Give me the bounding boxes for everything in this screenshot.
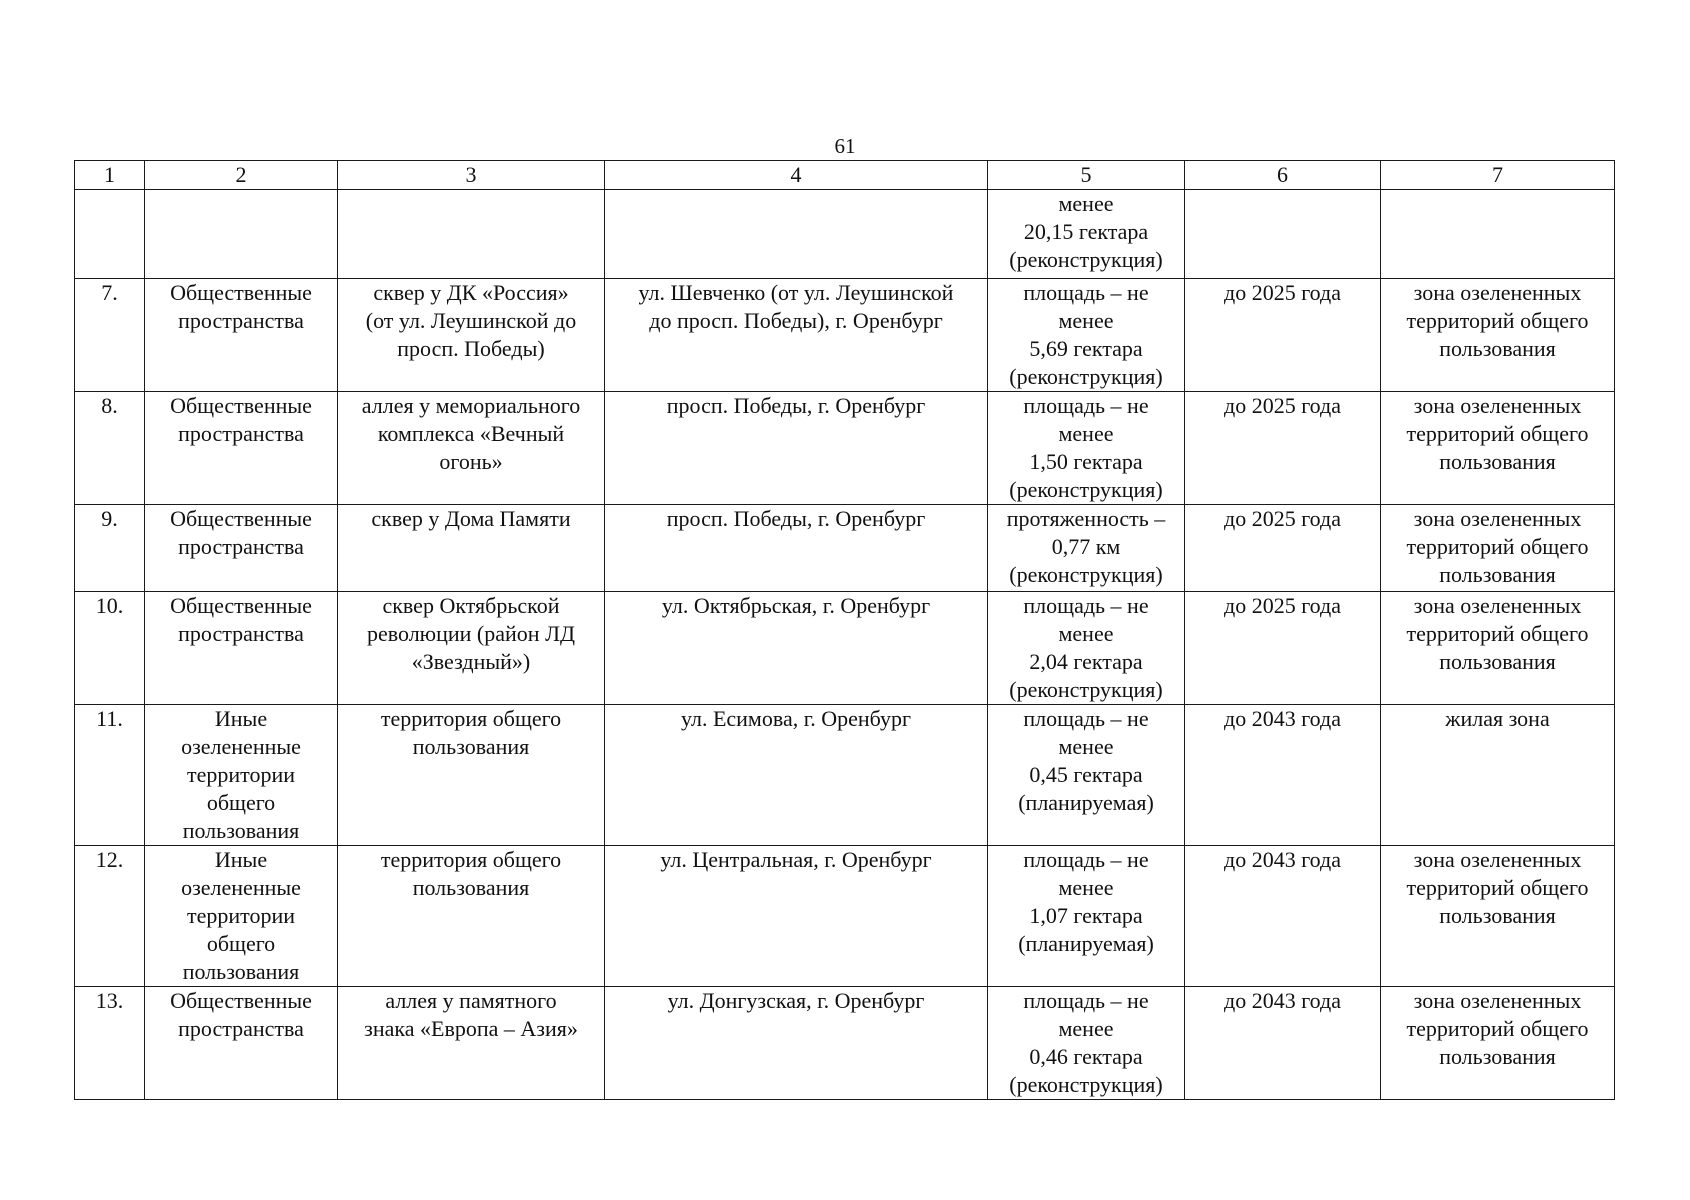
- object-type-cell-line: Общественные: [170, 988, 312, 1013]
- zone-cell-line: территорий общего: [1406, 1016, 1589, 1041]
- object-type-cell-line: общего: [206, 790, 276, 815]
- location-cell: [605, 705, 988, 846]
- object-name-cell-line: просп. Победы): [397, 336, 545, 361]
- size-cell-line: (планируемая): [1018, 931, 1154, 956]
- column-number-cell: 3: [338, 161, 605, 190]
- object-name-cell: [338, 705, 605, 846]
- object-type-cell: [145, 190, 338, 279]
- zone-cell: [1381, 505, 1615, 592]
- page-number: 61: [834, 134, 856, 158]
- deadline-cell: [1185, 592, 1381, 705]
- table-row: [75, 392, 1615, 505]
- size-cell-line: площадь – не: [1023, 280, 1149, 305]
- object-type-cell-line: пространства: [178, 1016, 304, 1041]
- deadline-cell: [1185, 190, 1381, 279]
- deadline-cell-text: до 2025 года: [1224, 593, 1341, 618]
- size-cell: [988, 190, 1185, 279]
- zone-cell-line: пользования: [1439, 562, 1556, 587]
- size-cell-line: 1,50 гектара: [1029, 449, 1143, 474]
- location-cell-line: ул. Октябрьская, г. Оренбург: [661, 593, 931, 618]
- row-number-cell-text: 11.: [96, 706, 123, 731]
- deadline-cell: [1185, 705, 1381, 846]
- size-cell-line: (реконструкция): [1009, 1072, 1163, 1097]
- row-number-cell: [75, 705, 145, 846]
- object-type-cell-line: пользования: [182, 959, 300, 984]
- size-cell-line: менее: [1058, 421, 1114, 446]
- size-cell-line: 0,45 гектара: [1029, 762, 1143, 787]
- deadline-cell-text: до 2025 года: [1224, 393, 1341, 418]
- object-name-cell-line: пользования: [412, 734, 530, 759]
- zone-cell-line: зона озелененных: [1413, 847, 1582, 872]
- column-number-cell: 6: [1185, 161, 1381, 190]
- object-name-cell-line: (от ул. Леушинской до: [365, 308, 577, 333]
- object-name-cell: [338, 592, 605, 705]
- table-row: [75, 279, 1615, 392]
- zone-cell-line: зона озелененных: [1413, 393, 1582, 418]
- object-type-cell-line: Иные: [214, 847, 268, 872]
- column-number-cell: 7: [1381, 161, 1615, 190]
- size-cell: [988, 505, 1185, 592]
- location-cell-line: до просп. Победы), г. Оренбург: [649, 308, 943, 333]
- location-cell-line: ул. Есимова, г. Оренбург: [680, 706, 912, 731]
- object-name-cell-line: сквер Октябрьской: [382, 593, 560, 618]
- size-cell-line: менее: [1058, 1016, 1114, 1041]
- location-cell-line: ул. Центральная, г. Оренбург: [660, 847, 932, 872]
- object-type-cell: [145, 705, 338, 846]
- object-type-cell-line: Общественные: [170, 593, 312, 618]
- size-cell-line: менее: [1058, 734, 1114, 759]
- table-row: [75, 987, 1615, 1100]
- column-number-row: [75, 161, 1615, 190]
- size-cell: [988, 987, 1185, 1100]
- object-name-cell: [338, 846, 605, 987]
- location-cell: [605, 279, 988, 392]
- zone-cell-line: зона озелененных: [1413, 593, 1582, 618]
- objects-table: [74, 160, 1615, 1100]
- object-name-cell-line: сквер у Дома Памяти: [371, 506, 571, 531]
- location-cell: [605, 592, 988, 705]
- object-type-cell-line: пользования: [182, 818, 300, 843]
- size-cell-line: протяженность –: [1006, 506, 1166, 531]
- zone-cell-line: пользования: [1439, 449, 1556, 474]
- object-type-cell: [145, 846, 338, 987]
- object-name-cell-line: аллея у мемориального: [361, 393, 581, 418]
- size-cell-line: 0,77 км: [1051, 534, 1121, 559]
- object-name-cell-line: аллея у памятного: [385, 988, 557, 1013]
- deadline-cell-text: до 2043 года: [1224, 847, 1341, 872]
- size-cell-line: 5,69 гектара: [1029, 336, 1143, 361]
- size-cell: [988, 392, 1185, 505]
- object-type-cell-line: пространства: [178, 534, 304, 559]
- row-number-cell: [75, 592, 145, 705]
- object-type-cell-line: пространства: [178, 421, 304, 446]
- location-cell: [605, 846, 988, 987]
- zone-cell: [1381, 190, 1615, 279]
- column-number-cell: 1: [75, 161, 145, 190]
- size-cell-line: 0,46 гектара: [1029, 1044, 1143, 1069]
- size-cell-line: (реконструкция): [1009, 247, 1163, 272]
- object-type-cell: [145, 505, 338, 592]
- deadline-cell: [1185, 392, 1381, 505]
- deadline-cell: [1185, 505, 1381, 592]
- size-cell-line: (реконструкция): [1009, 364, 1163, 389]
- object-type-cell-line: территории: [186, 762, 296, 787]
- object-name-cell-line: территория общего: [380, 706, 562, 731]
- zone-cell-line: зона озелененных: [1413, 280, 1582, 305]
- size-cell-line: менее: [1058, 875, 1114, 900]
- zone-cell-line: пользования: [1439, 1044, 1556, 1069]
- size-cell-line: площадь – не: [1023, 393, 1149, 418]
- zone-cell-line: пользования: [1439, 903, 1556, 928]
- size-cell-line: менее: [1058, 191, 1114, 216]
- row-number-cell-text: 13.: [95, 988, 124, 1013]
- size-cell-line: 2,04 гектара: [1029, 649, 1143, 674]
- zone-cell-line: территорий общего: [1406, 534, 1589, 559]
- table-row: [75, 705, 1615, 846]
- deadline-cell: [1185, 987, 1381, 1100]
- object-type-cell: [145, 392, 338, 505]
- zone-cell: [1381, 987, 1615, 1100]
- column-number-cell: 5: [988, 161, 1185, 190]
- size-cell-line: (реконструкция): [1009, 677, 1163, 702]
- table-row: [75, 190, 1615, 279]
- table-row: [75, 592, 1615, 705]
- deadline-cell-text: до 2025 года: [1224, 506, 1341, 531]
- zone-cell-line: жилая зона: [1445, 706, 1550, 731]
- size-cell: [988, 279, 1185, 392]
- zone-cell-line: зона озелененных: [1413, 988, 1582, 1013]
- object-name-cell-line: революции (район ЛД: [366, 621, 575, 646]
- object-name-cell-line: «Звездный»): [411, 649, 531, 674]
- zone-cell: [1381, 846, 1615, 987]
- object-type-cell-line: Общественные: [170, 393, 312, 418]
- object-type-cell-line: территории: [186, 903, 296, 928]
- size-cell-line: менее: [1058, 308, 1114, 333]
- object-type-cell-line: Иные: [214, 706, 268, 731]
- object-type-cell: [145, 592, 338, 705]
- size-cell: [988, 592, 1185, 705]
- row-number-cell: [75, 505, 145, 592]
- object-type-cell-line: Общественные: [170, 506, 312, 531]
- row-number-cell-text: 10.: [95, 593, 124, 618]
- location-cell-line: просп. Победы, г. Оренбург: [666, 393, 926, 418]
- object-name-cell-line: пользования: [412, 875, 530, 900]
- object-name-cell-line: комплекса «Вечный: [377, 421, 565, 446]
- location-cell-line: ул. Шевченко (от ул. Леушинской: [638, 280, 954, 305]
- location-cell: [605, 505, 988, 592]
- size-cell-line: площадь – не: [1023, 706, 1149, 731]
- size-cell-line: 20,15 гектара: [1023, 219, 1149, 244]
- object-name-cell-line: сквер у ДК «Россия»: [373, 280, 569, 305]
- table-row: [75, 846, 1615, 987]
- location-cell: [605, 392, 988, 505]
- location-cell-line: ул. Донгузская, г. Оренбург: [667, 988, 925, 1013]
- row-number-cell: [75, 846, 145, 987]
- zone-cell-line: пользования: [1439, 336, 1556, 361]
- object-type-cell-line: пространства: [178, 621, 304, 646]
- row-number-cell-text: 9.: [101, 506, 118, 531]
- zone-cell: [1381, 279, 1615, 392]
- zone-cell-line: территорий общего: [1406, 308, 1589, 333]
- object-type-cell-line: Общественные: [170, 280, 312, 305]
- object-name-cell: [338, 987, 605, 1100]
- deadline-cell: [1185, 279, 1381, 392]
- size-cell-line: площадь – не: [1023, 593, 1149, 618]
- row-number-cell: [75, 279, 145, 392]
- zone-cell-line: пользования: [1439, 649, 1556, 674]
- object-name-cell: [338, 279, 605, 392]
- row-number-cell-text: 8.: [101, 393, 118, 418]
- location-cell: [605, 190, 988, 279]
- row-number-cell: [75, 987, 145, 1100]
- deadline-cell-text: до 2043 года: [1224, 706, 1341, 731]
- object-type-cell-line: пространства: [178, 308, 304, 333]
- size-cell-line: менее: [1058, 621, 1114, 646]
- object-type-cell-line: озелененные: [181, 875, 301, 900]
- size-cell-line: (планируемая): [1018, 790, 1154, 815]
- row-number-cell-text: 12.: [95, 847, 124, 872]
- zone-cell: [1381, 705, 1615, 846]
- row-number-cell: [75, 392, 145, 505]
- object-name-cell: [338, 505, 605, 592]
- size-cell-line: 1,07 гектара: [1029, 903, 1143, 928]
- object-name-cell-line: знака «Европа – Азия»: [364, 1016, 578, 1041]
- zone-cell-line: территорий общего: [1406, 875, 1589, 900]
- deadline-cell-text: до 2025 года: [1224, 280, 1341, 305]
- column-number-cell: 2: [145, 161, 338, 190]
- size-cell-line: (реконструкция): [1009, 477, 1163, 502]
- size-cell-line: (реконструкция): [1009, 562, 1163, 587]
- size-cell-line: площадь – не: [1023, 988, 1149, 1013]
- object-type-cell-line: озелененные: [181, 734, 301, 759]
- location-cell: [605, 987, 988, 1100]
- column-number-cell: 4: [605, 161, 988, 190]
- object-name-cell: [338, 392, 605, 505]
- zone-cell-line: зона озелененных: [1413, 506, 1582, 531]
- table-row: [75, 505, 1615, 592]
- zone-cell: [1381, 592, 1615, 705]
- zone-cell-line: территорий общего: [1406, 621, 1589, 646]
- object-type-cell: [145, 987, 338, 1100]
- location-cell-line: просп. Победы, г. Оренбург: [666, 506, 926, 531]
- zone-cell-line: территорий общего: [1406, 421, 1589, 446]
- deadline-cell: [1185, 846, 1381, 987]
- size-cell: [988, 846, 1185, 987]
- object-name-cell-line: огонь»: [439, 449, 503, 474]
- object-name-cell: [338, 190, 605, 279]
- object-type-cell: [145, 279, 338, 392]
- object-type-cell-line: общего: [206, 931, 276, 956]
- object-name-cell-line: территория общего: [380, 847, 562, 872]
- deadline-cell-text: до 2043 года: [1224, 988, 1341, 1013]
- size-cell: [988, 705, 1185, 846]
- zone-cell: [1381, 392, 1615, 505]
- row-number-cell: [75, 190, 145, 279]
- size-cell-line: площадь – не: [1023, 847, 1149, 872]
- row-number-cell-text: 7.: [101, 280, 118, 305]
